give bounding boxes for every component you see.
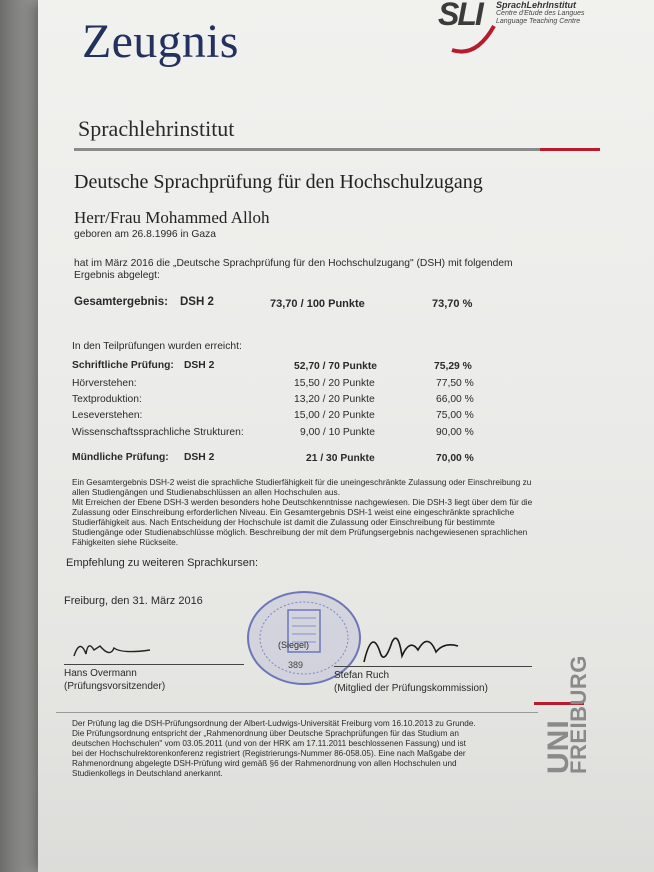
part-percent: 75,00 % (436, 410, 474, 421)
written-percent: 75,29 % (434, 361, 472, 372)
signer-role: (Mitglied der Prüfungskommission) (334, 683, 488, 694)
signature-line-right (334, 666, 532, 667)
signature-ruch-icon (358, 622, 468, 670)
oral-points: 21 / 30 Punkte (306, 453, 375, 464)
part-points: 15,00 / 20 Punkte (294, 410, 375, 421)
total-points: 73,70 / 100 Punkte (270, 298, 365, 310)
institute-name: Sprachlehrinstitut (78, 116, 235, 141)
footer-text: Der Prüfung lag die DSH-Prüfungsordnung der Albert-Ludwigs-Universität Freiburg vom 16.10.2013 zu Grunde. Die Prüfungsordnung entspricht der „Rahmenordnung über Deutsche Sprachprüfungen für das Studium an deutschen Hochschulen" vom 03.05.2011 (und von der HRK am 17.11.2011 beschlossenen Fassung) und ist bei der Hochschulrektorenkonferenz registriert (Registrierungs-Nummer 86-058.05). Eine nach Maßgabe der Rahmenordnung abgelegte DSH-Prüfung wird gemäß §6 der Rahmenordnung von allen Hochschulen und Studienkollegs in Deutschland anerkannt. (72, 719, 476, 778)
part-percent: 90,00 % (436, 427, 474, 438)
certificate-title: Zeugnis (82, 15, 239, 68)
intro-line-2: Ergebnis abgelegt: (74, 270, 160, 281)
oral-percent: 70,00 % (436, 453, 474, 464)
part-percent: 66,00 % (436, 394, 474, 405)
part-label: Leseverstehen: (72, 410, 143, 421)
candidate-born: geboren am 26.8.1996 in Gaza (74, 229, 216, 240)
written-label: Schriftliche Prüfung: (72, 360, 174, 371)
part-label: Wissenschaftssprachliche Strukturen: (72, 427, 244, 438)
total-grade: DSH 2 (180, 296, 214, 308)
part-points: 9,00 / 10 Punkte (300, 427, 375, 438)
exam-title: Deutsche Sprachprüfung für den Hochschulzugang (74, 171, 483, 193)
signer-role: (Prüfungsvorsitzender) (64, 681, 166, 692)
total-percent: 73,70 % (432, 298, 473, 310)
sli-logo-name: SprachLehrInstitut (496, 0, 577, 10)
part-percent: 77,50 % (436, 378, 474, 389)
recommendation: Empfehlung zu weiteren Sprachkursen: (66, 557, 258, 569)
seal-label: (Siegel) (278, 640, 310, 650)
oral-grade: DSH 2 (184, 452, 215, 463)
intro-line-1: hat im März 2016 die „Deutsche Sprachprüfung für den Hochschulzugang" (DSH) mit folgendem (74, 258, 513, 269)
place-date: Freiburg, den 31. März 2016 (64, 595, 203, 607)
signature-overmann-icon (70, 628, 160, 668)
explanation-text: Ein Gesamtergebnis DSH-2 weist die sprachliche Studierfähigkeit für die uneingeschränkte Zulassung oder Einschreibung zu allen Studiengängen und Studienabschlüssen an allen Hochschulen aus. Mit Erreichen der Ebene DSH-3 werden besonders hohe Deutschkenntnisse nachgewiesen. Die DSH-3 liegt über dem für die Zulassung oder Einschreibung erforderlichen Niveau. Ein Gesamtergebnis DSH-1 weist eine eingeschränkte sprachliche Studierfähigkeit aus. Nach Entscheidung der Hochschule ist damit die Zulassung oder Einschreibung für bestimmte Studiengänge oder Studienabschlüsse möglich. Beschreibung der mit dem Prüfungsergebnis nachgewiesenen sprachlichen Fähigkeiten siehe Rückseite. (72, 477, 533, 547)
part-label: Hörverstehen: (72, 378, 137, 389)
total-label: Gesamtergebnis: (74, 296, 168, 308)
seal-number: 389 (288, 660, 304, 670)
uni-freiburg-logo (528, 614, 591, 774)
signer-name: Stefan Ruch (334, 670, 390, 681)
svg-text:FREIBURG: FREIBURG (566, 655, 591, 774)
sli-swoosh-icon (450, 20, 500, 60)
candidate-name: Herr/Frau Mohammed Alloh (74, 208, 270, 227)
part-points: 13,20 / 20 Punkte (294, 394, 375, 405)
part-label: Textproduktion: (72, 394, 142, 405)
sli-logo-mark: SLI (438, 0, 482, 32)
written-grade: DSH 2 (184, 360, 215, 371)
sli-logo-line3: Language Teaching Centre (496, 18, 581, 25)
oral-label: Mündliche Prüfung: (72, 452, 169, 463)
svg-text:UNI: UNI (542, 719, 575, 774)
sli-logo-line2: Centre d'Etude des Langues (496, 10, 585, 17)
sub-intro: In den Teilprüfungen wurden erreicht: (72, 341, 242, 352)
signature-line-left (64, 664, 244, 665)
footer-divider (56, 712, 538, 713)
written-points: 52,70 / 70 Punkte (294, 361, 377, 372)
signer-name: Hans Overmann (64, 668, 137, 679)
part-points: 15,50 / 20 Punkte (294, 378, 375, 389)
header-divider (74, 148, 600, 151)
